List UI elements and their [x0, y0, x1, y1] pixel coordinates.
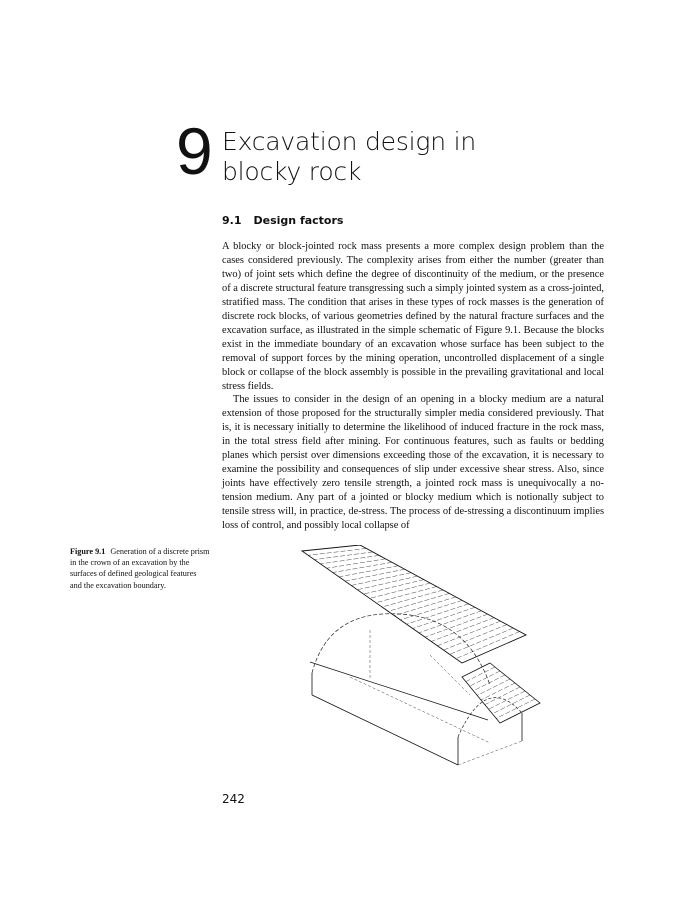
- hatch-line: [345, 569, 405, 581]
- hatch-line: [466, 667, 495, 682]
- figure-caption: [70, 546, 210, 591]
- hatch-line: [456, 632, 520, 659]
- figure-label: Figure 9.1: [70, 547, 106, 556]
- chapter-number: 9: [176, 114, 213, 188]
- hatch-line: [394, 597, 455, 616]
- geological-plane-b: [462, 663, 540, 723]
- hatch-line: [314, 552, 372, 560]
- hatch-line: [351, 573, 411, 586]
- hatch-line: [400, 600, 462, 620]
- front-floor: [458, 741, 522, 765]
- excavation-prism-diagram: [290, 545, 550, 785]
- chapter-title-line-1: Excavation design in: [222, 127, 476, 156]
- chapter-title-line-2: blocky rock: [222, 157, 362, 186]
- hatch-line: [470, 671, 500, 686]
- hatch-line: [407, 604, 469, 624]
- hatch-line: [357, 576, 417, 590]
- hatch-line: [339, 566, 398, 577]
- hatch-line: [320, 555, 379, 564]
- hatch-lines: [308, 548, 535, 718]
- prism-edge-3: [310, 662, 488, 720]
- back-wall-edge: [350, 677, 490, 743]
- page-number: 242: [222, 792, 245, 806]
- hatch-line: [431, 618, 494, 642]
- body-text: [222, 240, 604, 533]
- hatch-line: [327, 559, 386, 568]
- hatch-line: [333, 562, 392, 572]
- paragraph-1: A blocky or block-jointed rock mass presents a more complex design problem than the cases considered previously. The complexity arises from either the number (greater than two) of joint sets which define the degree of discontinuity of the medium, or the presence of a discrete structural feature transgressing such a simply jointed system as a cross-jointed, stratified mass. The condition that arises in these types of rock masses is the generation of discrete rock blocks, of various geometries defined by the natural fracture surfaces and the excavation surface, as illustrated in the simple schematic of Figure 9.1. Because the blocks exist in the immediate boundary of an excavation whose surface has been subject to the removal of support forces by the mining operation, uncontrolled displacement of a single block or collapse of the block assembly is possible in the prevailing gravitational and local stress fields.: [222, 241, 604, 392]
- chapter-title: [222, 127, 582, 187]
- hatch-line: [485, 687, 520, 705]
- hatch-line: [413, 607, 475, 628]
- section-number: 9.1: [222, 214, 242, 227]
- excavation-crown-arch-front: [458, 698, 522, 737]
- hatch-line: [477, 679, 510, 695]
- section-heading: [222, 214, 343, 227]
- hatch-line: [388, 593, 449, 611]
- hatch-line: [425, 614, 488, 637]
- hatch-line: [481, 683, 515, 700]
- prism-edge-2: [430, 655, 470, 695]
- paragraph-2: The issues to consider in the design of an opening in a blocky medium are a natural extension of those proposed for the structurally simpler media considered previously. That is, it is necessary initially to determine the likelihood of induced fracture in the rock mass, in the total stress field after mining. For continuous features, such as faults or bedding planes which persist over dimensions exceeding those of the excavation, it is necessary to examine the possibility and consequences of slip under excessive shear stress. Also, since joints have effectively zero tensile strength, a jointed rock mass is unequivocally a no-tension medium. Any part of a jointed or blocky medium which is notionally subject to tensile stress will, in practice, de-stress. The process of de-stressing a discontinuum implies loss of control, and possibly local collapse of: [222, 394, 604, 532]
- hatch-line: [444, 625, 507, 650]
- excavation-crown-arch: [312, 614, 490, 685]
- section-title: Design factors: [253, 214, 344, 227]
- floor-edge-left: [312, 695, 458, 765]
- figure-caption-text: Generation of a discrete prism in the crown of an excavation by the surfaces of defined geological features and the excavation boundary.: [70, 547, 210, 590]
- hatch-line: [437, 621, 500, 646]
- hatch-line: [450, 628, 514, 654]
